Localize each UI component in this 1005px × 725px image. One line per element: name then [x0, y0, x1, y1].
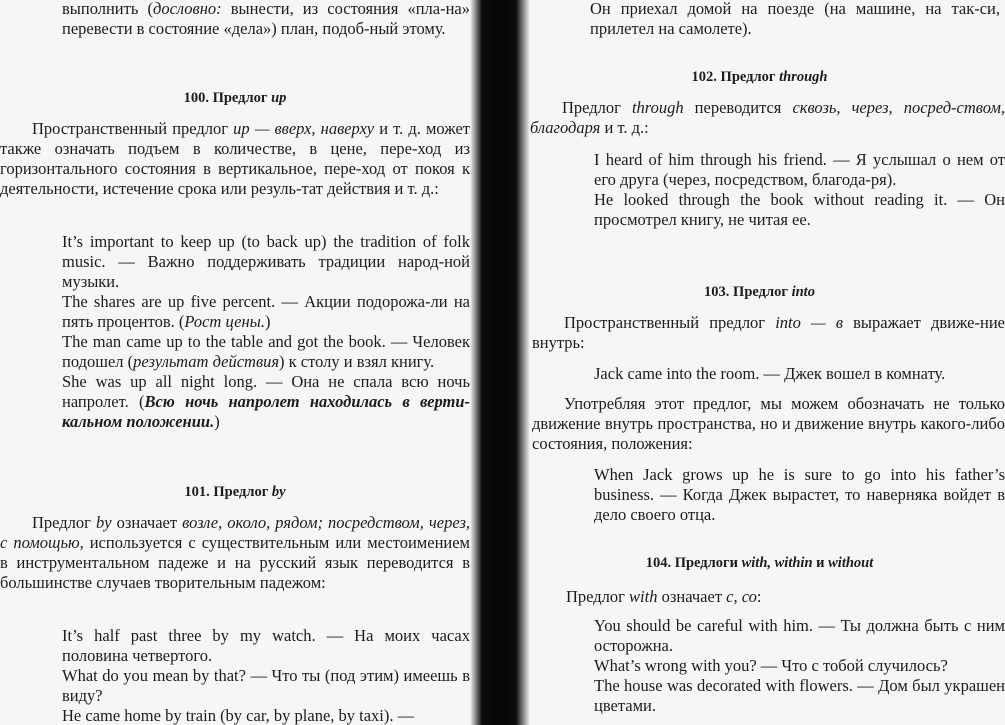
- example: It’s half past three by my watch. — На моих часах половина четвертого.: [62, 626, 470, 665]
- section-101-examples: [0, 626, 470, 725]
- section-102-intro: Предлог through переводится сквозь, через, посред-ством, благодаря и т. д.:: [530, 98, 1005, 137]
- section-104-examples: [514, 616, 1005, 716]
- example: You should be careful with him. — Ты должна быть с ним осторожна.: [594, 616, 1005, 655]
- continued-paragraph: Он приехал домой на поезде (на машине, на так-си, прилетел на самолете).: [590, 0, 1000, 38]
- example: I heard of him through his friend. — Я услышал о нем от его друга (через, посредством, благода-ря).: [594, 150, 1005, 189]
- example: The shares are up five percent. — Акции подорожа-ли на пять процентов. (Рост цены.): [62, 292, 470, 331]
- section-101-intro: Предлог by означает возле, около, рядом; посредством, через, с помощью, используется с существительным или местоимением в инструментальном падеже и на русский язык переводится в большинстве случаев творительным падежом:: [0, 513, 471, 592]
- example: What do you mean by that? — Что ты (под этим) имеешь в виду?: [62, 666, 470, 705]
- left-page: [0, 0, 488, 725]
- example: Jack came into the room. — Джек вошел в комнату.: [594, 364, 946, 383]
- example: What’s wrong with you? — Что с тобой случилось?: [594, 656, 948, 675]
- example: He looked through the book without reading it. — Он просмотрел книгу, не читая ее.: [594, 190, 1005, 229]
- section-heading-100: 100. Предлог up: [183, 90, 287, 106]
- section-heading-103: 103. Предлог into: [704, 284, 815, 300]
- section-heading-104: 104. Предлоги with, within и without: [645, 555, 874, 571]
- section-103-intro: Пространственный предлог into — в выражает движе-ние внутрь:: [532, 313, 1005, 352]
- example: When Jack grows up he is sure to go into his father’s business. — Когда Джек вырастет, то наверняка войдет в дело своего отца.: [594, 465, 1005, 524]
- section-heading-101: 101. Предлог by: [184, 484, 286, 500]
- right-page: [514, 0, 1005, 725]
- continued-paragraph: выполнить (дословно: вынести, из состояния «пла-на» перевести в состояние «дела») план, подоб-ный этому.: [62, 0, 470, 38]
- section-100-examples: [0, 232, 470, 432]
- section-100-intro: Пространственный предлог up — вверх, наверху и т. д. может также означать подъем в количестве, в цене, пере-ход из горизонтального состояния в вертикальное, пере-ход от покоя к деятельности, истечение срока или резуль-тат действия и т. д.:: [0, 119, 470, 198]
- section-103-paragraph: Употребляя этот предлог, мы можем обозначать не только движение внутрь пространства, но и движение внутрь какого-либо состояния, положения:: [532, 394, 1005, 453]
- section-104-intro: Предлог with означает с, со:: [566, 587, 762, 606]
- section-heading-102: 102. Предлог through: [691, 69, 828, 85]
- example: It’s important to keep up (to back up) the tradition of folk music. — Важно поддерживать традиции народ-ной музыки.: [62, 232, 470, 291]
- section-102-examples: [514, 150, 1005, 230]
- example: The man came up to the table and got the book. — Человек подошел (результат действия) к столу и взял книгу.: [62, 332, 470, 371]
- example: She was up all night long. — Она не спала всю ночь напролет. (Всю ночь напролет находилась в верти-кальном положении.): [62, 372, 470, 431]
- example: He came home by train (by car, by plane, by taxi). —: [62, 706, 415, 725]
- example: The house was decorated with flowers. — Дом был украшен цветами.: [594, 676, 1005, 715]
